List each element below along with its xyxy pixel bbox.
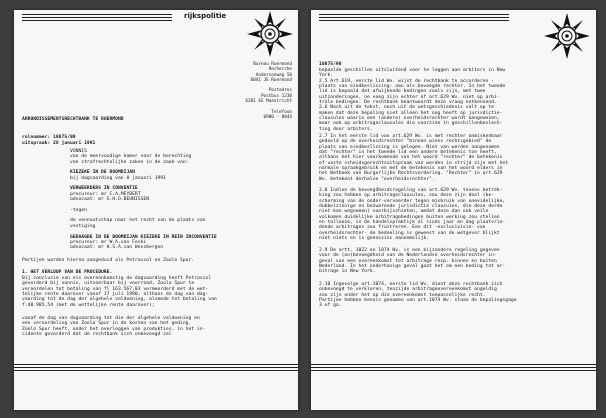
- line: 3 of ga.: [319, 303, 342, 309]
- section-heading: 1. HET VERLOOP VAN DE PROCEDURE.: [22, 270, 113, 275]
- line: maken dat deze bepaling niet alleen het oog heeft op jurisdictie-: [319, 110, 503, 116]
- parties-line: Partijen worden hierna aangeduid als Petrascol en Zoolo Spur.: [22, 258, 195, 263]
- line: king zou hebben op arbitrageclausules, zou deze zijn doel (be-: [319, 193, 494, 199]
- ruling-date: uitspraak: 28 januari 1991: [22, 141, 96, 146]
- line: onbevoegd te verklaren, tenzijde arbitrageovereenkomst ongeldig: [319, 287, 497, 293]
- line: dende arbitrages zou frustreren. Een dit -exclusivisie- van: [319, 225, 486, 231]
- line: plaats van eindbeslissing is gelegen. Niet van worden aangenomen: [319, 144, 500, 150]
- line: van de meervoudige kamer voor de berechting: [70, 154, 192, 160]
- case-number: 10875/90: [319, 62, 342, 67]
- paragraph-block: [319, 248, 505, 275]
- closing-paragraph: [22, 316, 205, 337]
- footer-rule: [311, 370, 596, 371]
- document-page-left: [14, 10, 298, 410]
- line: vaarding tot de dag der algehele voldoening, alsmede tot betaling van: [22, 297, 217, 303]
- line: gevorderd bij vonnis, uitvoerbaar bij voorraad, Zoolo Spur te: [22, 281, 195, 287]
- paragraph-block: [319, 68, 505, 132]
- line: van strafrechtelijke zaken in de zaak van:: [70, 159, 189, 165]
- line: gedoeld op de overheidsrechter "binnen wiens rechtsgebied" de: [319, 139, 492, 145]
- org-name: rijkspolitie: [184, 12, 227, 20]
- line: voor de (on)bevoegdheid van de Nederlandse overheidsrechter in-: [319, 253, 497, 259]
- line: trale bedingen. De rechtbank beantwoordt deze vraag ontkennend.: [319, 100, 497, 106]
- line: ting door arbiters.: [319, 126, 373, 132]
- footer-rule: [311, 364, 596, 365]
- footer-rule: [14, 367, 298, 368]
- line: 2.7 In het eerste lid van art.629 Wv. is met rechter onmiskenbaar: [319, 134, 503, 139]
- line: bepaalde geschillen uitsluitend voor te leggen aan arbiters in New: [319, 68, 506, 73]
- line: scherming van de onder-vervoerder tegen misbruik van onevidelijke,: [319, 198, 506, 204]
- line: zou zijn onder het op die overeenkomst toepasselijke recht.: [319, 292, 486, 298]
- header-rule: [319, 17, 509, 18]
- line: procureur: mr C.A.MEYBERT: [70, 191, 141, 197]
- line: Bij conclusie van eis overeenkomstig de dagvaarding heeft Petrascol: [22, 276, 212, 281]
- line: dubbelzinnige en bezwarende jurisdictie clausules, die deze derde: [319, 204, 503, 210]
- footer-rule: [14, 364, 298, 365]
- court-title: ARRONDISSEMENTSRECHTBANK TE ROERMOND: [22, 117, 124, 122]
- line: vestiging: [70, 223, 96, 229]
- line: Nederland. In het onderhavige geval gaat het om een beding tot ar-: [319, 264, 506, 270]
- line: VONNIS: [70, 149, 87, 154]
- line: althans het hier voorkomende van het woord "rechter" de betekenis: [319, 155, 503, 161]
- header-rule: [22, 17, 172, 18]
- line: VERWEERDERS IN CONVENTIE: [70, 186, 138, 192]
- header-rule: [22, 20, 172, 21]
- line: cidente gevorderd dat de rechtbank zich onbevoegd zal: [22, 332, 172, 338]
- paragraph-block: [319, 188, 505, 241]
- line: clausules waarin een (andere) overheidsrechter wordt aangewezen,: [319, 116, 500, 122]
- line: niet kan wegnemen) voorbijschieten, omdat deze dan ook veile: [319, 209, 489, 215]
- line: advocaat: mr H.S.A.van Wessbergen: [70, 245, 164, 251]
- line: de vennootschap naar het recht van de plaats van: [70, 218, 206, 224]
- document-page-right: [311, 10, 596, 410]
- line: maar ook op arbitrageclausules die voorzien in geschillenbeslech-: [319, 121, 503, 127]
- line: York.: [319, 73, 334, 79]
- line: procureur: mr W.A.van Feski: [70, 239, 147, 245]
- header-rule: [22, 14, 172, 15]
- line: 2.5 Art.619, eerste lid Wv. wijst de rechtbank te accorderen -: [319, 78, 494, 84]
- line: uitzonderingen, ne voeg zijn echter of art.629 Wv. niet op arbi-: [319, 94, 500, 100]
- footer-rule: [311, 367, 596, 368]
- line: plaats van eindbeslissing- aan als bevoegde rechter. In het tweede: [319, 84, 506, 90]
- line: een veroordeling van Zoolo Spur in de kosten van het geding.: [22, 321, 192, 327]
- line: of vaste scheidsgerechtsuitspraak van worden in strijd zijn met het: [319, 160, 509, 166]
- line: het Wetboek van Burgerlijke Rechtsvordering. "Rechter" in art.629: [319, 171, 503, 177]
- header-rule: [319, 20, 509, 21]
- paragraph-block: [319, 282, 517, 309]
- line: bitrage in New York.: [319, 269, 376, 275]
- line: Zoolo Spur heeft, onder het overleggen van produkties, in het in-: [22, 326, 206, 332]
- line: lid is bepaald dat afwijkende bedingen zoals zijn, met twee: [319, 89, 486, 95]
- police-star-emblem-icon: [246, 10, 294, 58]
- line: f.48.985,54 (met de wettelijke rente daarover);: [22, 302, 155, 308]
- line: bij dagvaarding van 8 januari 1991: [70, 175, 166, 181]
- line: telijke rente daarover vanaf 17 juli 1990, althans de dag van dag-: [22, 292, 209, 298]
- header-rule: [319, 14, 509, 15]
- line: 2.10 Ingevolge art.1074, eerste lid Wv. dient deze rechtbank zich: [319, 282, 503, 287]
- police-star-emblem-icon: [543, 12, 591, 60]
- line: GEDAAGDE IN DE BOOMDIJAN KIEZEKE IN REIN INCONVENTIE: [70, 234, 217, 240]
- line: vanaf de dag van dagvaarding tot die der algehele voldoening en: [22, 316, 200, 321]
- line: volkomen duidelijke arbitragebedingen buiten werking zou stellen: [319, 214, 500, 220]
- line: Wv. betekent derhalve "overheidsrechter".: [319, 176, 435, 182]
- line: geval van een overeenkomst tot arbitrage resp. binnen en buiten: [319, 258, 497, 264]
- procedure-paragraph: [22, 276, 217, 308]
- line: overheidsrechter- de bedoeling is geweest van de wetgever blijkt: [319, 230, 500, 236]
- line: Partijen hebben kennis genomen van art.1074 Wv. staan de bepalingsgage: [319, 298, 517, 304]
- line: 2.8 Indien de bevoegdheidsregeling van art.629 Wv. tevens betrek-: [319, 188, 503, 193]
- line: veroordelen tot betaling van fl 163.567,03 vermeerderd met de wet-: [22, 286, 209, 292]
- sender-address: Bureau Roermond Recherche Andersonweg 50 6041 JE Roermond Postadres Postbus 1230 6201 EE Maastricht Telefoon 0900 - 8844: [245, 62, 292, 120]
- paragraph-block: [319, 134, 508, 182]
- line: 2.9 De artt. 1022 en 1074 Wv. is een bijzondere regeling gegeven: [319, 248, 500, 253]
- line: dat "rechter" in het tweede lid een andere betekenis toe heeft,: [319, 150, 497, 156]
- line: KIEZEKE IN DE BOOMDIJAN: [70, 170, 135, 176]
- line: advocaat: mr G.H.O.BEUNISSEN: [70, 197, 150, 203]
- line: normale spraakgebruik en met de betekenis van het woord elders in: [319, 166, 503, 172]
- line: en tallooze, in de handelspraktijk al sinds jaar en dag plaatvrin-: [319, 220, 506, 226]
- line: niet niets en is geenszins aannemelijk.: [319, 236, 430, 242]
- line: -tegen: [70, 207, 87, 213]
- case-number: rolnummer: 10875/90: [22, 135, 76, 140]
- footer-rule: [14, 370, 298, 371]
- judgment-header-block: [70, 149, 217, 251]
- line: 2.6 Noch uit de tekst, noch uit de wetsgeschiedenis valt op te: [319, 105, 494, 111]
